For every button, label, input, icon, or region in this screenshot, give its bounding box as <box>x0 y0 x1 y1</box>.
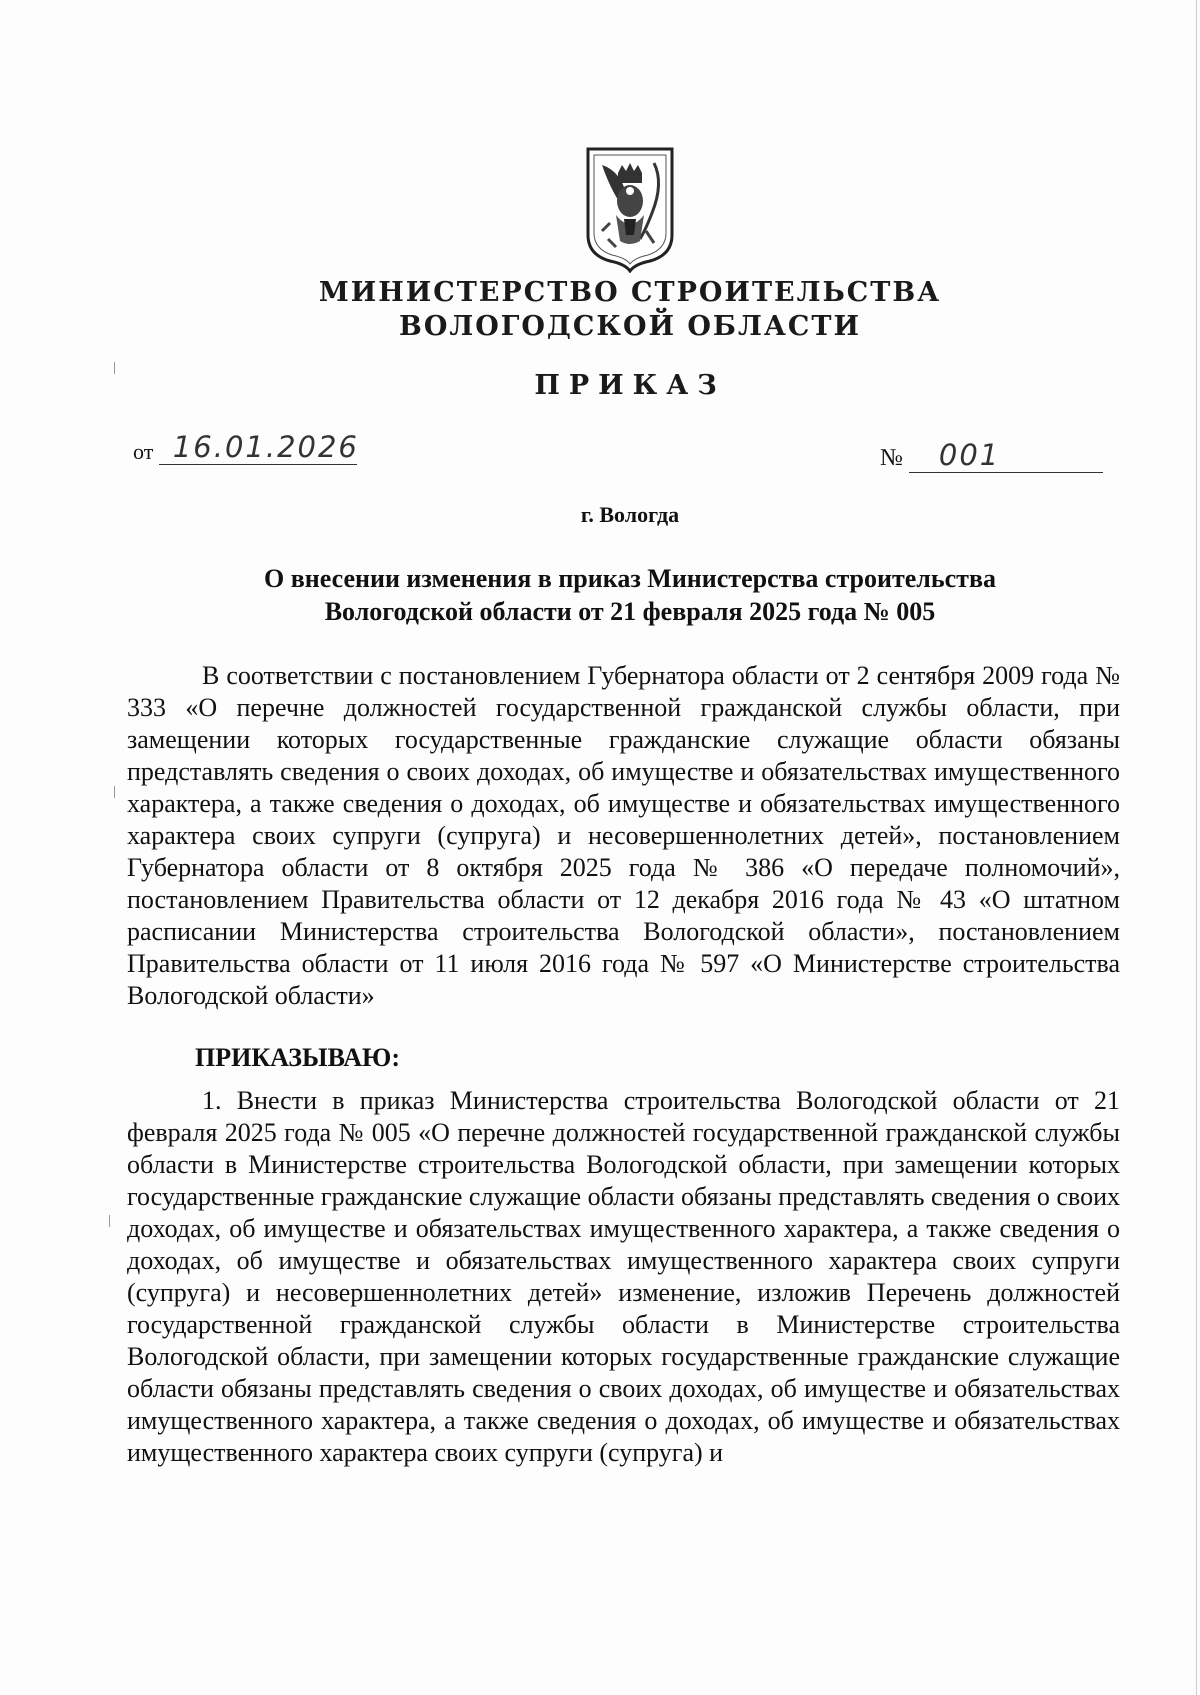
city-line: г. Вологда <box>580 502 680 527</box>
number-prefix: № <box>880 445 903 471</box>
ministry-title-line-1: МИНИСТЕРСТВО СТРОИТЕЛЬСТВА <box>318 277 942 308</box>
handwritten-number: 001 <box>909 438 1103 473</box>
coat-of-arms-icon <box>580 143 680 273</box>
scan-artifact-mark <box>114 786 115 798</box>
date-row <box>133 430 357 465</box>
preamble-paragraph: В соответствии с постановлением Губернатора области от 2 сентября 2009 года № 333 «О перечне должностей государственной гражданской службы области, при замещении которых государственные гражданские служащие области обязаны представлять сведения о своих доходах, об имуществе и обязательствах имущественного характера, а также сведения о доходах, об имуществе и обязательствах имущественного характера своих супруги (супруга) и несовершеннолетних детей», постановлением Губернатора области от 8 октября 2025 года № 386 «О передаче полномочий», постановлением Правительства области от 12 декабря 2016 года № 43 «О штатном расписании Министерства строительства Вологодской области», постановлением Правительства области от 11 июля 2016 года № 597 «О Министерстве строительства Вологодской области» <box>127 661 1120 1010</box>
scan-artifact-mark <box>109 1215 110 1227</box>
scan-edge-line <box>1196 0 1197 1695</box>
handwritten-date: 16.01.2026 <box>159 430 357 465</box>
scan-artifact-mark <box>114 362 115 374</box>
document-subject <box>0 562 1200 628</box>
ministry-title <box>0 276 1200 344</box>
order-title: ПРИКАЗ <box>534 370 726 401</box>
subject-line-2: Вологодской области от 21 февраля 2025 года № 005 <box>324 597 936 626</box>
order-item-1: 1. Внести в приказ Министерства строительства Вологодской области от 21 февраля 2025 года № 005 «О перечне должностей государственной гражданской службы области в Министерстве строительства Вологодской области, при замещении которых государственные гражданские служащие области обязаны представлять сведения о своих доходах, об имуществе и обязательствах имущественного характера, а также сведения о доходах, об имуществе и обязательствах имущественного характера своих супруги (супруга) и несовершеннолетних детей» изменение, изложив Перечень должностей государственной гражданской службы области в Министерстве строительства Вологодской области, при замещении которых государственные гражданские служащие области обязаны представлять сведения о своих доходах, об имуществе и обязательствах имущественного характера, а также сведения о доходах, об имуществе и обязательствах имущественного характера своих супруги (супруга) и <box>127 1086 1120 1467</box>
date-prefix: от <box>133 439 154 464</box>
subject-line-1: О внесении изменения в приказ Министерства строительства <box>263 564 996 593</box>
order-word: ПРИКАЗЫВАЮ: <box>195 1043 400 1072</box>
number-row <box>880 438 1103 473</box>
ministry-title-line-2: ВОЛОГОДСКОЙ ОБЛАСТИ <box>399 311 861 342</box>
